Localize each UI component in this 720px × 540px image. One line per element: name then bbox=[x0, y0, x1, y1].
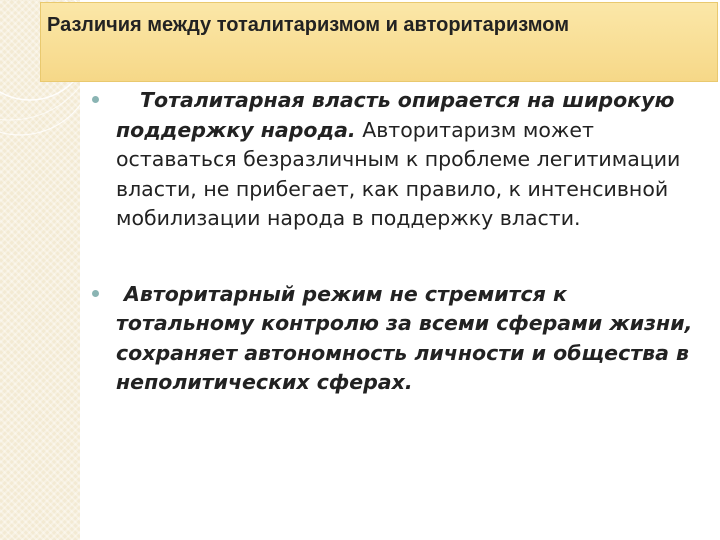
bullet-body: Авторитаризм может оставаться безразличным к проблеме легитимации власти, не прибегает, как правило, к интенсивной мобилизации народа в поддержку власти. bbox=[116, 117, 681, 230]
bullet-text bbox=[116, 86, 704, 234]
slide-content bbox=[92, 86, 704, 398]
bullet-item bbox=[92, 86, 704, 234]
bullet-text bbox=[116, 280, 704, 398]
bullet-dot-icon bbox=[92, 96, 99, 103]
bullet-item bbox=[92, 280, 704, 398]
bullet-dot-icon bbox=[92, 290, 99, 297]
bullet-emphasis: Авторитарный режим не стремится к тотальному контролю за всеми сферами жизни, сохраняет автономность личности и общества в неполитических сферах. bbox=[116, 281, 693, 394]
bullet-emphasis: Тоталитарная власть опирается на широкую поддержку народа. bbox=[116, 88, 675, 142]
slide-title: Различия между тоталитаризмом и авторитаризмом bbox=[47, 14, 570, 36]
slide-title-bar bbox=[40, 2, 718, 82]
